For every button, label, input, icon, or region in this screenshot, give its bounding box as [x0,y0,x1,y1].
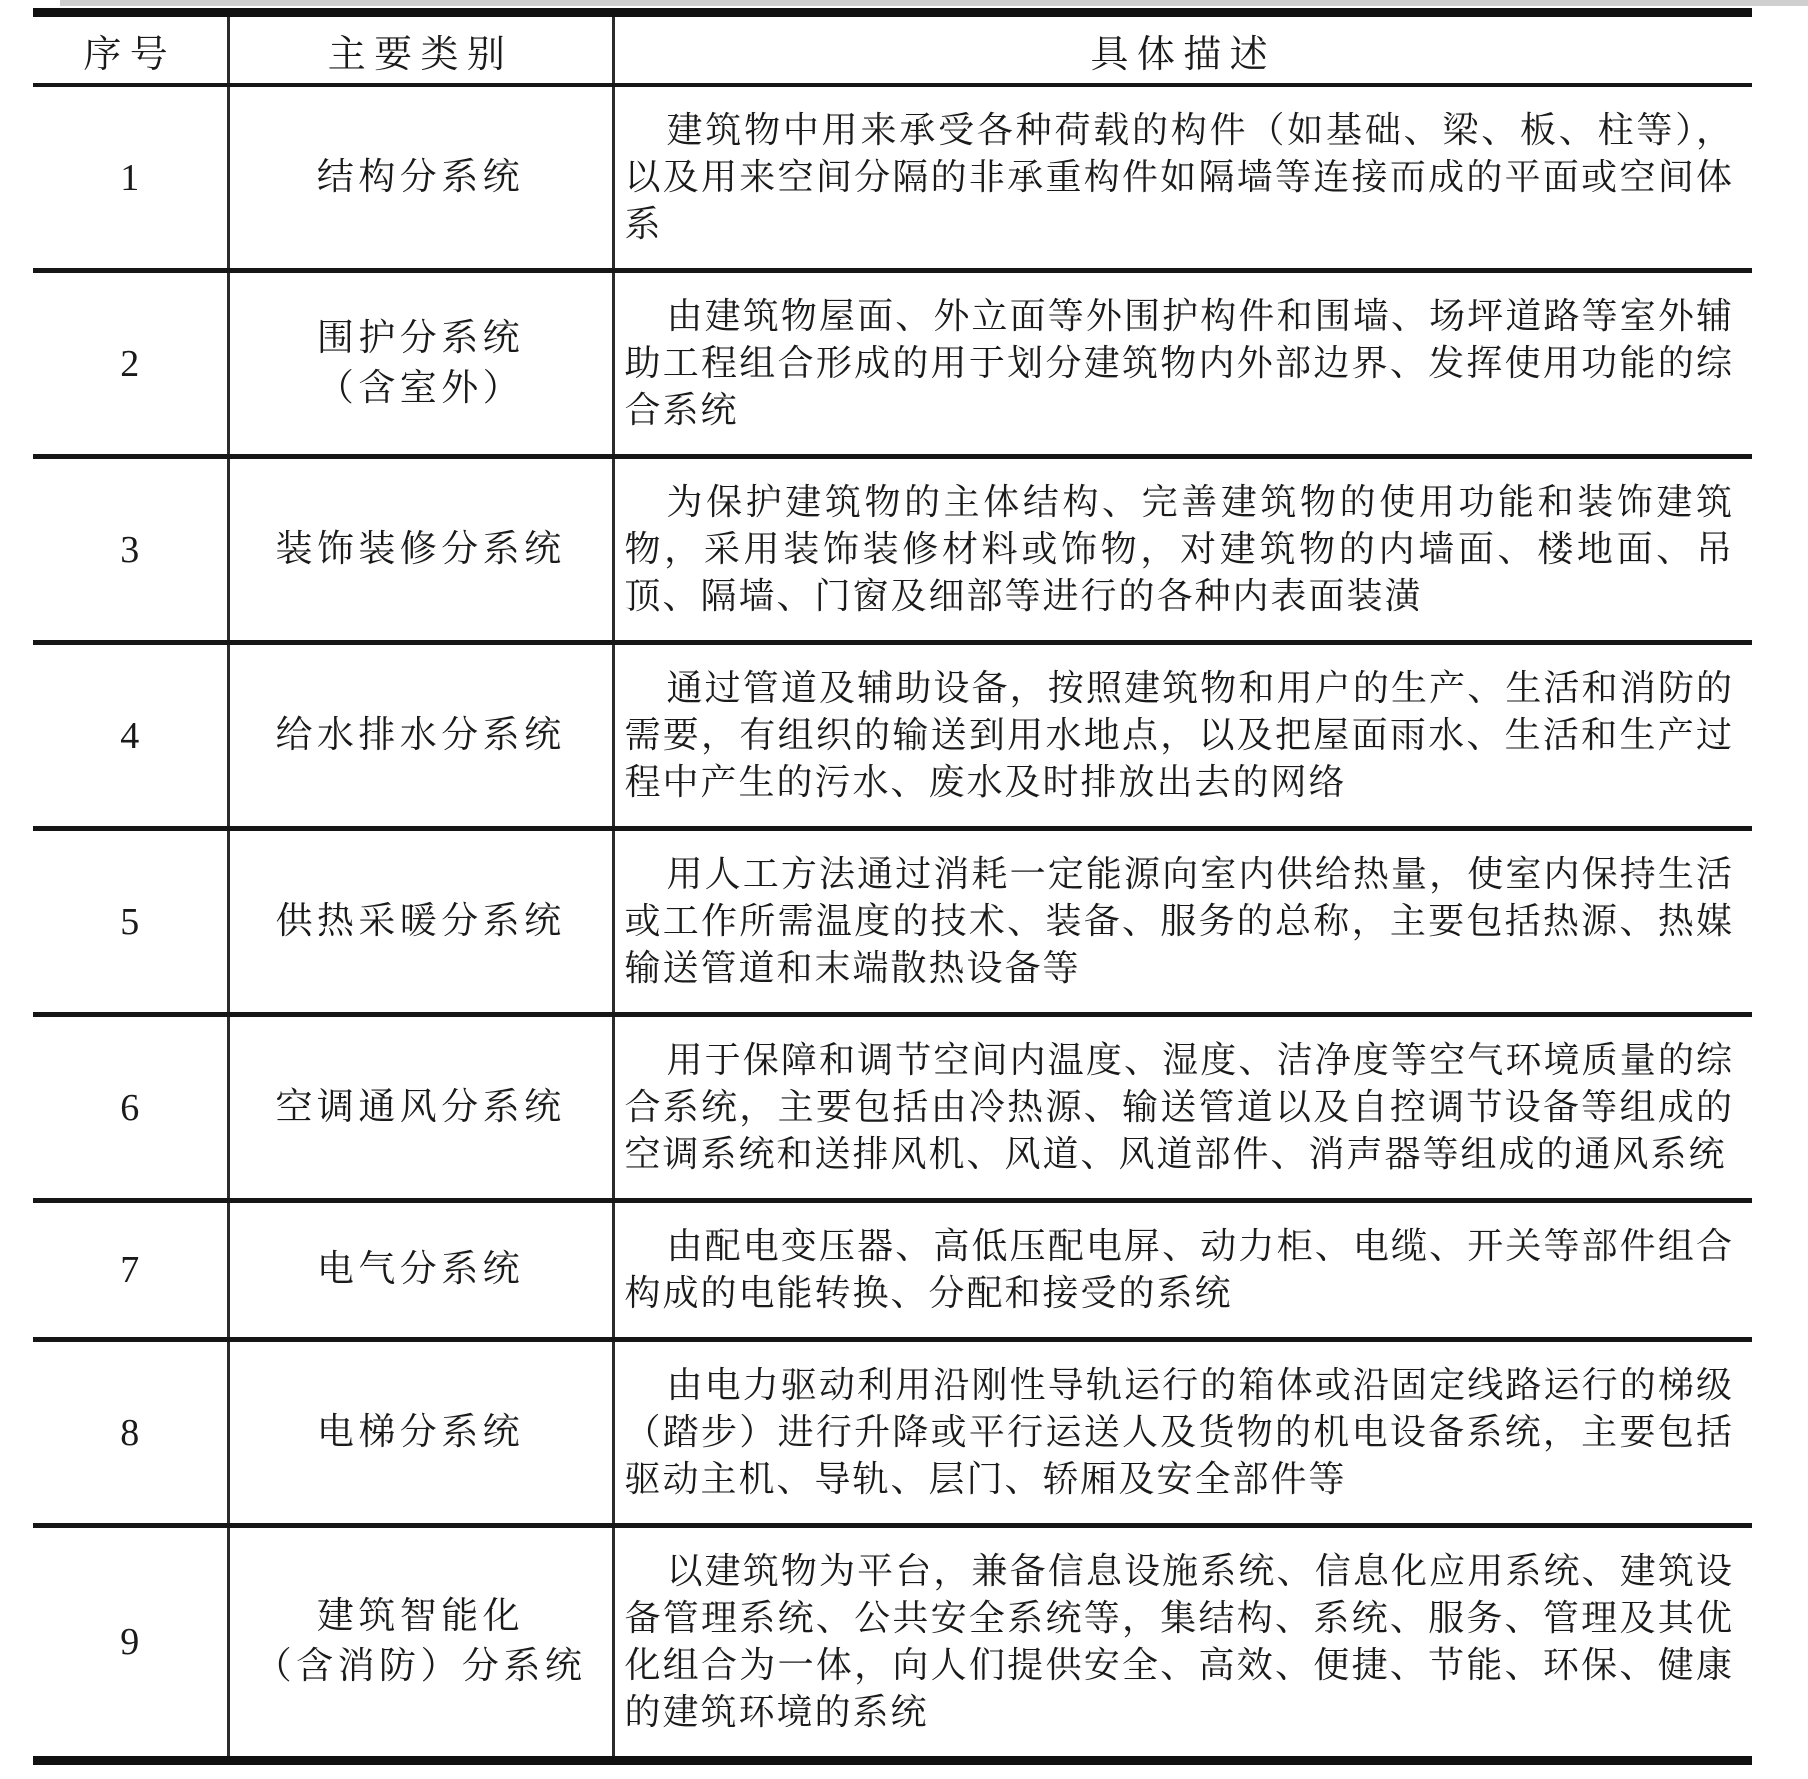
description-cell [613,1201,1752,1340]
row-number: 2 [33,271,228,457]
category-label: 给水排水分系统 [275,714,566,756]
table-row [33,85,1752,271]
category-cell [228,829,613,1015]
table-row [33,271,1752,457]
category-cell [228,457,613,643]
row-number: 9 [120,1621,140,1663]
category-label-line2: （含室外） [316,367,525,409]
description-text: 由配电变压器、高低压配电屏、动力柜、电缆、开关等部件组合构成的电能转换、分配和接受的系统 [624,1226,1734,1313]
category-cell [228,1201,613,1340]
header-cell-category: 主要类别 [228,13,613,86]
header-cell-description: 具体描述 [613,13,1752,86]
row-number: 4 [33,643,228,829]
category-label: 建筑智能化 [316,1596,525,1637]
description-text: 为保护建筑物的主体结构、完善建筑物的使用功能和装饰建筑物，采用装饰装修材料或饰物，对建筑物的内墙面、楼地面、吊顶、隔墙、门窗及细部等进行的各种内表面装潢 [624,482,1734,616]
table-row [33,1340,1752,1526]
description-cell [613,271,1752,457]
table-row [33,829,1752,1015]
description-cell [613,85,1752,271]
table-row [33,457,1752,643]
description-cell [613,457,1752,643]
row-number: 3 [33,457,228,643]
description-cell [613,1526,1752,1761]
description-text: 用于保障和调节空间内温度、湿度、洁净度等空气环境质量的综合系统，主要包括由冷热源、输送管道以及自控调节设备等组成的空调系统和送排风机、风道、风道部件、消声器等组成的通风系统 [624,1040,1734,1174]
category-cell [228,1340,613,1526]
table-row [33,1015,1752,1201]
table-header-row [33,13,1752,86]
description-text: 由电力驱动利用沿刚性导轨运行的箱体或沿固定线路运行的梯级（踏步）进行升降或平行运送人及货物的机电设备系统，主要包括驱动主机、导轨、层门、轿厢及安全部件等 [624,1365,1734,1499]
description-text: 通过管道及辅助设备，按照建筑物和用户的生产、生活和消防的需要，有组织的输送到用水地点，以及把屋面雨水、生活和生产过程中产生的污水、废水及时排放出去的网络 [624,668,1734,802]
description-cell [613,1015,1752,1201]
description-text: 建筑物中用来承受各种荷载的构件（如基础、梁、板、柱等），以及用来空间分隔的非承重构件如隔墙等连接而成的平面或空间体系 [624,110,1734,244]
description-text: 以建筑物为平台，兼备信息设施系统、信息化应用系统、建筑设备管理系统、公共安全系统等，集结构、系统、服务、管理及其优化组合为一体，向人们提供安全、高效、便捷、节能、环保、健康的建筑环境的系统 [624,1551,1734,1732]
category-label: 空调通风分系统 [275,1086,566,1128]
row-number: 6 [33,1015,228,1201]
row-number: 7 [33,1201,228,1340]
row-number: 8 [33,1340,228,1526]
row-number: 1 [33,85,228,271]
category-label: 结构分系统 [316,156,525,198]
category-cell [228,643,613,829]
table-row [33,1526,1752,1761]
category-cell [228,85,613,271]
category-cell [228,1015,613,1201]
scan-artifact-line [60,0,1808,6]
description-cell [613,1340,1752,1526]
category-label: 围护分系统 [316,317,525,359]
category-label: 供热采暖分系统 [275,900,566,942]
row-number: 5 [33,829,228,1015]
table-row [33,643,1752,829]
category-label: 电气分系统 [316,1249,525,1290]
category-label: 装饰装修分系统 [275,528,566,570]
table-row [33,1201,1752,1340]
category-label: 电梯分系统 [316,1411,525,1453]
header-cell-serial: 序号 [33,13,228,86]
category-label-line2: （含消防）分系统 [254,1646,587,1687]
description-cell [613,829,1752,1015]
description-text: 用人工方法通过消耗一定能源向室内供给热量，使室内保持生活或工作所需温度的技术、装备、服务的总称，主要包括热源、热媒输送管道和末端散热设备等 [624,854,1734,988]
building-subsystems-table [33,8,1752,1765]
description-cell [613,643,1752,829]
category-cell [228,271,613,457]
description-text: 由建筑物屋面、外立面等外围护构件和围墙、场坪道路等室外辅助工程组合形成的用于划分建筑物内外部边界、发挥使用功能的综合系统 [624,296,1734,430]
category-cell [228,1526,613,1761]
